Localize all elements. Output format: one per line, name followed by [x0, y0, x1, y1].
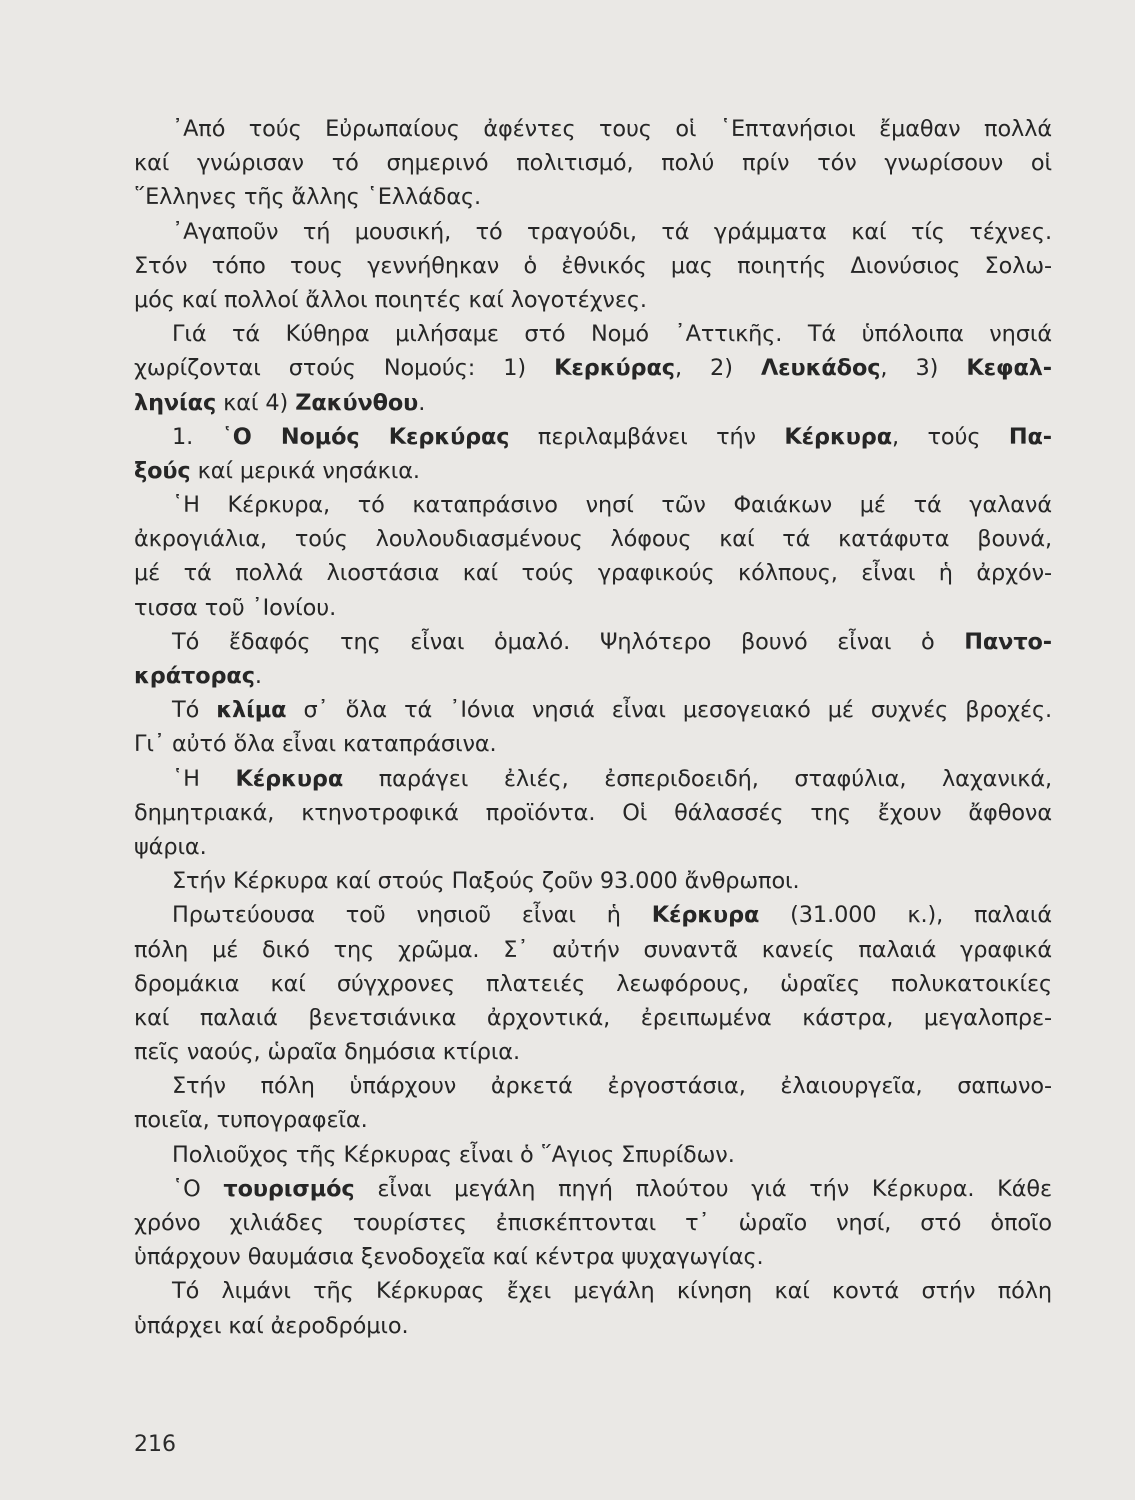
text-segment: Τό λιμάνι τῆς Κέρκυρας ἔχει μεγάλη κίνηση καί κοντά στήν πόλη	[172, 1278, 1052, 1305]
bold-term: Κερκύρας	[554, 355, 675, 382]
text-line	[134, 1206, 1052, 1240]
text-line	[134, 967, 1052, 1001]
text-line	[134, 762, 1052, 796]
text-segment: δημητριακά, κτηνοτροφικά προϊόντα. Οἱ θάλασσές της ἔχουν ἄφθονα	[134, 799, 1052, 826]
bold-term: Ζακύνθου	[295, 389, 419, 416]
text-segment: ψάρια.	[134, 833, 207, 860]
text-line	[134, 180, 1052, 214]
text-segment: ῾Η Κέρκυρα, τό καταπράσινο νησί τῶν Φαιάκων μέ τά γαλανά	[172, 492, 1052, 519]
text-segment: , 2)	[674, 355, 761, 382]
text-line	[134, 351, 1052, 385]
page-number: 216	[134, 1432, 176, 1457]
text-segment: ῞Ελληνες τῆς ἄλλης ῾Ελλάδας.	[134, 184, 482, 211]
text-line	[134, 1138, 1052, 1172]
text-line	[134, 1240, 1052, 1274]
text-line	[134, 625, 1052, 659]
text-line	[134, 488, 1052, 522]
text-line	[134, 1035, 1052, 1069]
text-segment: εἶναι μεγάλη πηγή πλούτου γιά τήν Κέρκυρα. Κάθε	[354, 1175, 1052, 1202]
bold-term: Κέρκυρα	[784, 423, 893, 450]
text-segment: ποιεῖα, τυπογραφεῖα.	[134, 1107, 368, 1134]
text-segment: χρόνο χιλιάδες τουρίστες ἐπισκέπτονται τ᾿ ὡραῖο νησί, στό ὁποῖο	[134, 1210, 1052, 1236]
text-line	[134, 727, 1052, 761]
text-line	[134, 317, 1052, 351]
text-line	[134, 112, 1052, 146]
text-line	[134, 1274, 1052, 1308]
text-segment: μέ τά πολλά λιοστάσια καί τούς γραφικούς κόλπους, εἶναι ἡ ἀρχόν-	[134, 560, 1052, 587]
text-segment: ὑπάρχουν θαυμάσια ξενοδοχεῖα καί κέντρα ψυχαγωγίας.	[134, 1244, 764, 1271]
text-segment: Γι᾿ αὐτό ὅλα εἶναι καταπράσινα.	[134, 731, 497, 758]
text-segment: , τούς	[892, 423, 1009, 450]
text-segment: (31.000 κ.), παλαιά	[759, 902, 1053, 929]
text-segment: .	[254, 663, 262, 689]
text-segment: Τό	[172, 697, 217, 724]
bold-term: κλίμα	[216, 697, 287, 724]
text-segment: παράγει ἐλιές, ἐσπεριδοειδή, σταφύλια, λαχανικά,	[343, 765, 1052, 792]
text-segment: σ᾿ ὅλα τά ᾿Ιόνια νησιά εἶναι μεσογειακό μέ συχνές βροχές.	[286, 697, 1053, 724]
bold-term: ξούς	[134, 457, 191, 484]
text-line	[134, 1001, 1052, 1035]
bold-term: Παντο-	[964, 628, 1052, 655]
text-segment: Στήν Κέρκυρα καί στούς Παξούς ζοῦν 93.000 ἄνθρωποι.	[172, 868, 800, 895]
text-line	[134, 556, 1052, 590]
bold-term: Πα-	[1008, 423, 1052, 450]
text-line	[134, 454, 1052, 488]
text-segment: ἀκρογιάλια, τούς λουλουδιασμένους λόφους καί τά κατάφυτα βουνά,	[134, 526, 1052, 553]
text-line	[134, 386, 1052, 420]
text-line	[134, 283, 1052, 317]
text-segment: Γιά τά Κύθηρα μιλήσαμε στό Νομό ᾿Αττικῆς. Τά ὑπόλοιπα νησιά	[172, 321, 1052, 348]
text-segment: περιλαμβάνει τήν	[509, 423, 785, 450]
bold-term: Λευκάδος	[760, 355, 881, 382]
text-line	[134, 1069, 1052, 1103]
text-segment: καί 4)	[216, 389, 296, 416]
text-line	[134, 215, 1052, 249]
text-line	[134, 796, 1052, 830]
text-segment: Στήν πόλη ὑπάρχουν ἀρκετά ἐργοστάσια, ἐλαιουργεῖα, σαπωνο-	[172, 1073, 1052, 1100]
text-line	[134, 522, 1052, 556]
text-segment: Τό ἔδαφός της εἶναι ὁμαλό. Ψηλότερο βουνό εἶναι ὁ	[172, 628, 965, 655]
text-line	[134, 898, 1052, 932]
text-line	[134, 1172, 1052, 1206]
bold-term: ληνίας	[134, 389, 217, 416]
text-segment: πόλη μέ δικό της χρῶμα. Σ᾿ αὐτήν συναντᾶ κανείς παλαιά γραφικά	[134, 936, 1052, 963]
text-segment: καί μερικά νησάκια.	[190, 457, 420, 484]
text-segment: Πρωτεύουσα τοῦ νησιοῦ εἶναι ἡ	[172, 902, 652, 929]
text-segment: καί παλαιά βενετσιάνικα ἀρχοντικά, ἐρειπωμένα κάστρα, μεγαλοπρε-	[134, 1004, 1052, 1031]
body-text	[134, 112, 1052, 1343]
text-line	[134, 591, 1052, 625]
text-segment: ᾿Αγαποῦν τή μουσική, τό τραγούδι, τά γράμματα καί τίς τέχνες.	[172, 218, 1052, 245]
text-segment: Στόν τόπο τους γεννήθηκαν ὁ ἐθνικός μας ποιητής Διονύσιος Σολω-	[134, 252, 1052, 279]
text-line	[134, 864, 1052, 898]
bold-term: τουρισμός	[223, 1175, 355, 1202]
text-line	[134, 659, 1052, 693]
text-segment: μός καί πολλοί ἄλλοι ποιητές καί λογοτέχνες.	[134, 286, 647, 313]
text-line	[134, 146, 1052, 180]
text-segment: ὑπάρχει καί ἀεροδρόμιο.	[134, 1312, 409, 1339]
text-segment: ῾Ο	[172, 1175, 224, 1202]
text-line	[134, 933, 1052, 967]
text-segment: 1.	[172, 423, 222, 450]
text-segment: Πολιοῦχος τῆς Κέρκυρας εἶναι ὁ ῞Αγιος Σπυρίδων.	[172, 1141, 735, 1168]
text-segment: .	[418, 389, 426, 416]
bold-term: ῾Ο Νομός Κερκύρας	[221, 423, 510, 450]
text-line	[134, 249, 1052, 283]
text-segment: χωρίζονται στούς Νομούς: 1)	[134, 355, 555, 382]
bold-term: κράτορας	[134, 663, 255, 689]
text-line	[134, 1309, 1052, 1343]
text-segment: πεῖς ναούς, ὡραῖα δημόσια κτίρια.	[134, 1039, 520, 1066]
text-line	[134, 693, 1052, 727]
text-line	[134, 1103, 1052, 1137]
text-segment: ᾿Από τούς Εὐρωπαίους ἀφέντες τους οἱ ῾Επτανήσιοι ἔμαθαν πολλά	[172, 116, 1052, 142]
bold-term: Κέρκυρα	[235, 765, 344, 792]
text-segment: δρομάκια καί σύγχρονες πλατειές λεωφόρους, ὡραῖες πολυκατοικίες	[134, 970, 1052, 997]
text-segment: ῾Η	[172, 765, 236, 792]
text-line	[134, 420, 1052, 454]
text-segment: , 3)	[880, 355, 967, 382]
text-segment: τισσα τοῦ ᾿Ιονίου.	[134, 594, 337, 621]
text-line	[134, 830, 1052, 864]
bold-term: Κέρκυρα	[651, 902, 760, 929]
bold-term: Κεφαλ-	[966, 355, 1052, 382]
text-segment: καί γνώρισαν τό σημερινό πολιτισμό, πολύ πρίν τόν γνωρίσουν οἱ	[134, 150, 1052, 177]
